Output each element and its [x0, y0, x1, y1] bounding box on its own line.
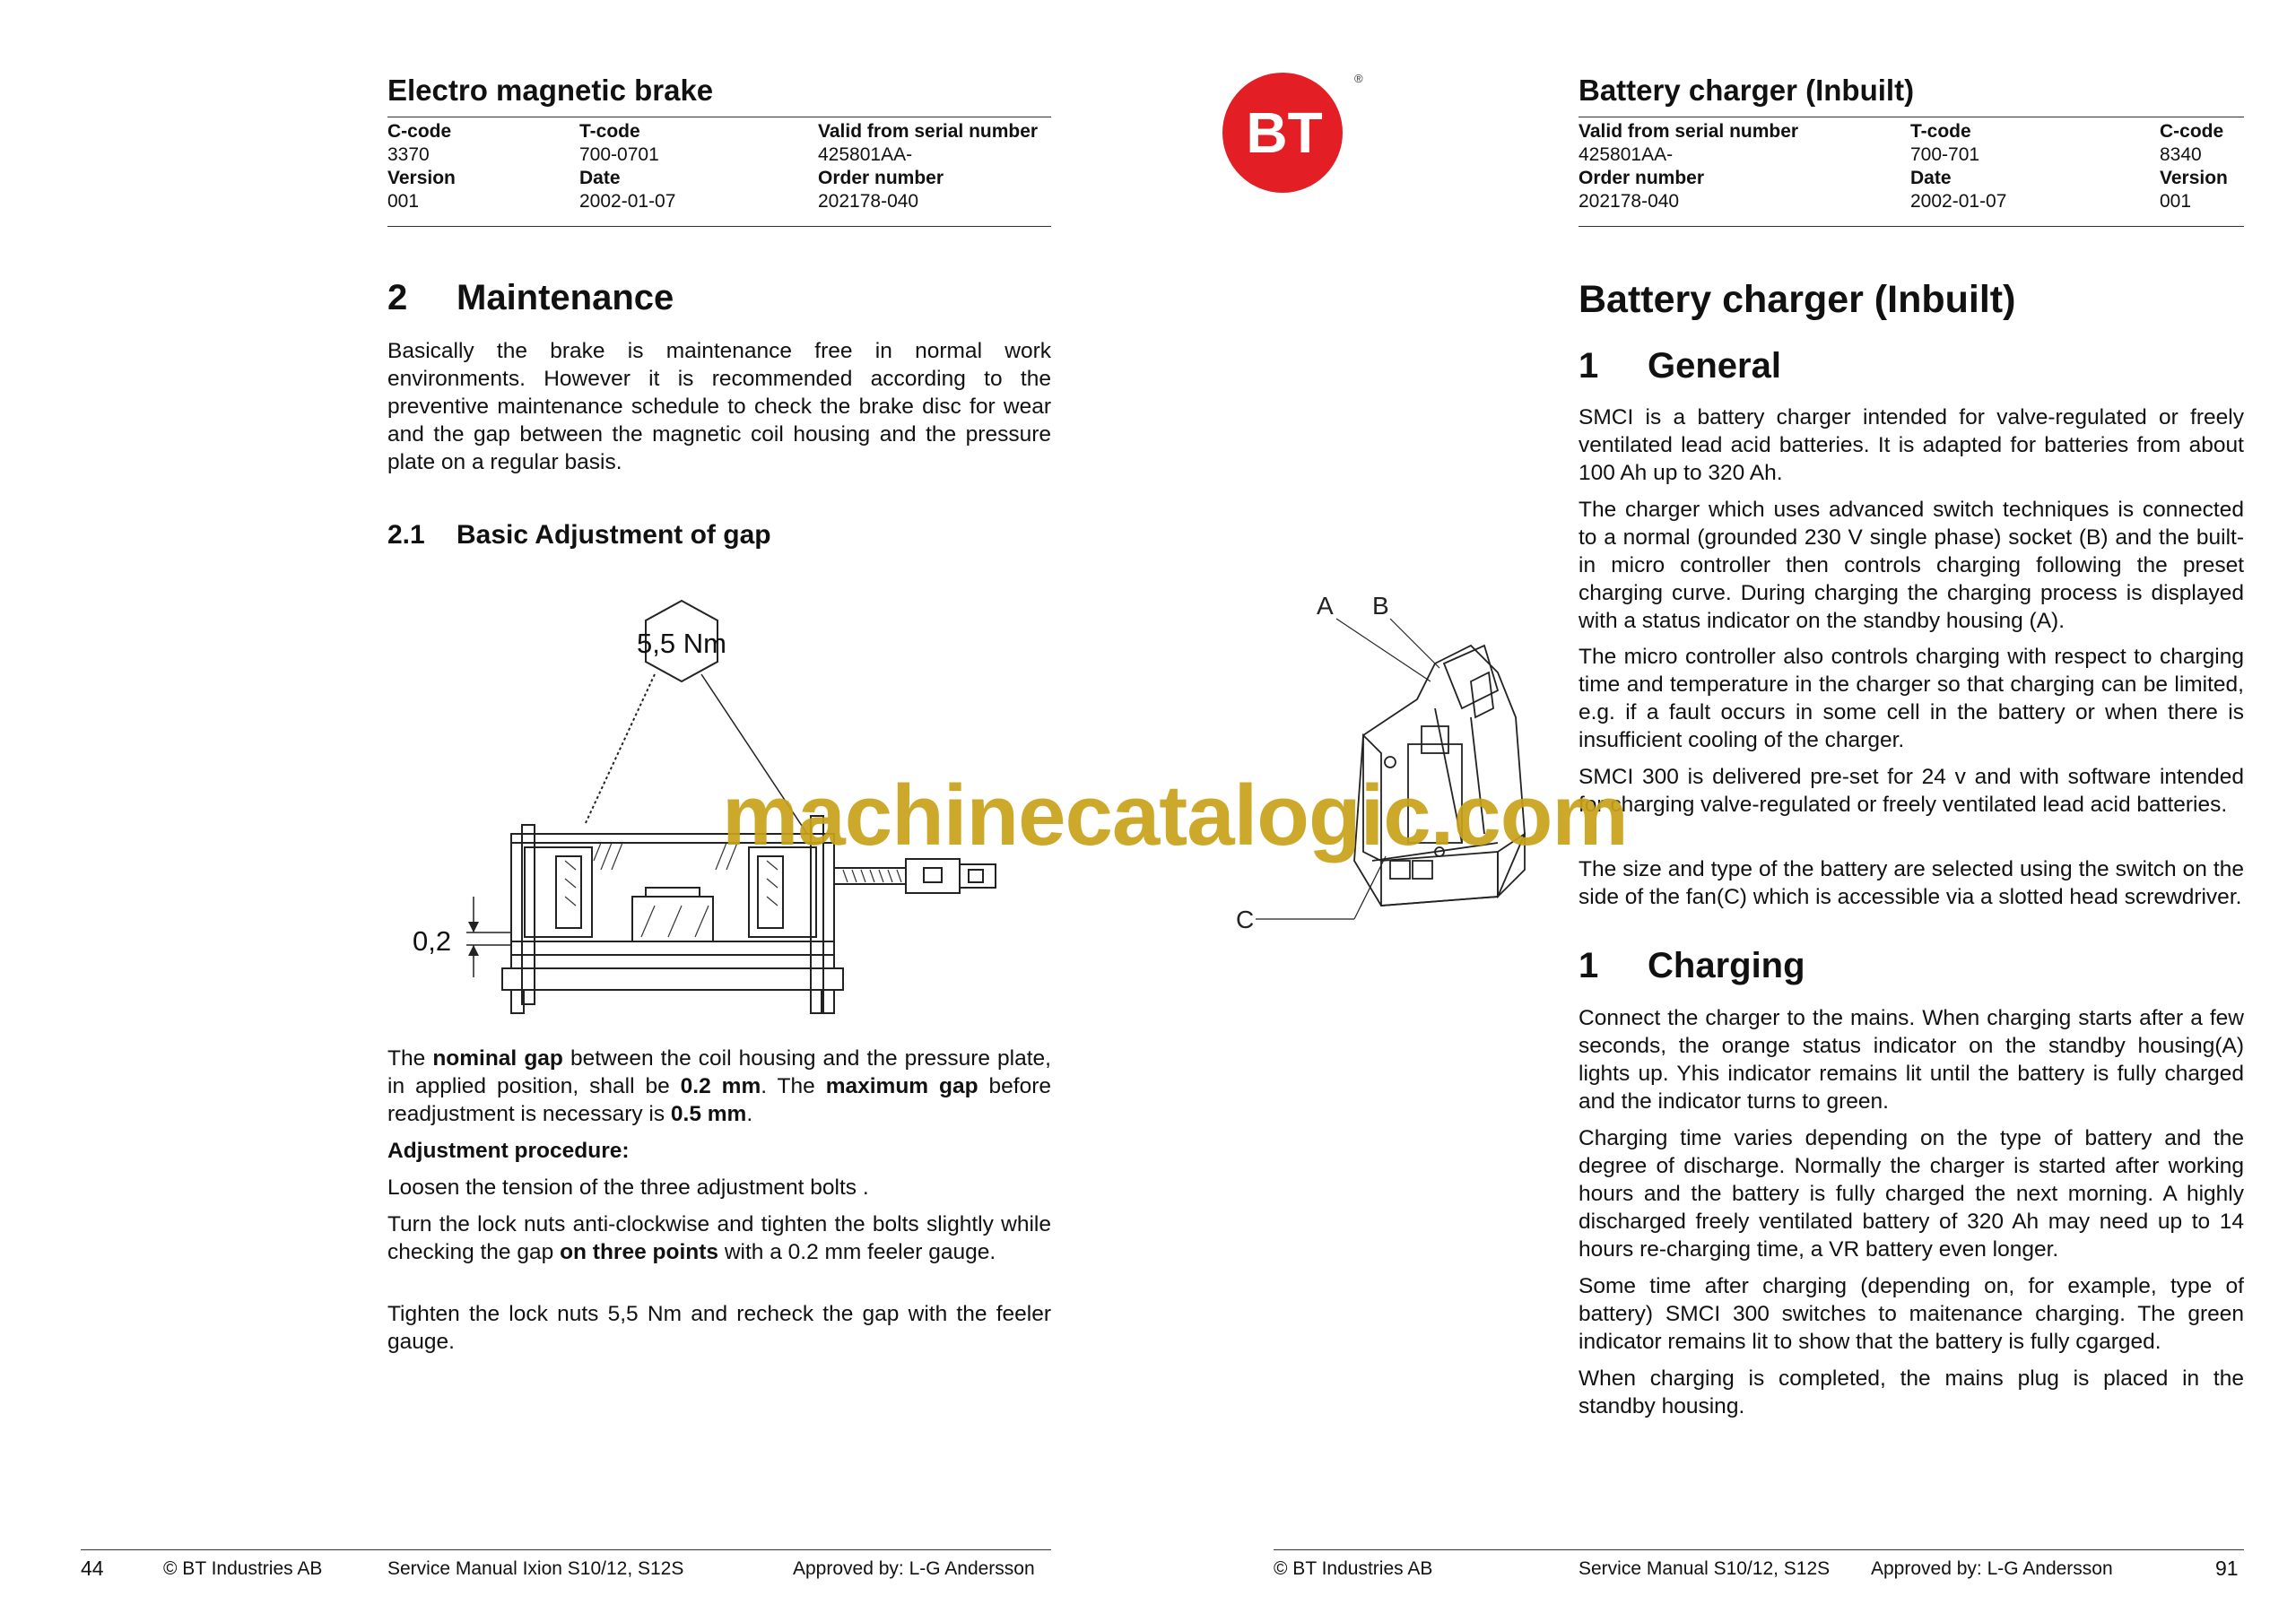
general-heading: [1578, 346, 1781, 386]
left-meta-table: [387, 120, 1051, 213]
right-meta-label-serial: Valid from serial number: [1578, 121, 1799, 142]
right-header-rule-bottom: [1578, 226, 2244, 227]
general-paragraph-1: SMCI is a battery charger intended for valve-regulated or freely ventilated lead acid batteries. It is adapted for batteries from about 100 Ah up to 320 Ah.: [1578, 405, 2244, 485]
right-footer-rule: [1274, 1549, 2244, 1550]
watermark-text: machinecatalogic.com: [722, 768, 1628, 863]
nominal-bold-3: maximum gap: [825, 1074, 978, 1098]
right-footer-manual: Service Manual S10/12, S12S: [1578, 1558, 1831, 1579]
right-meta-date: 2002-01-07: [1910, 191, 2007, 212]
charger-label-a: A: [1317, 592, 1334, 620]
bt-logo: [1220, 70, 1363, 195]
procedure-step-2: [387, 1210, 1051, 1266]
left-section-number: 2: [387, 278, 408, 317]
right-meta-version: 001: [2160, 191, 2192, 212]
step2-bold: on three points: [560, 1240, 719, 1264]
charging-paragraph-3: Some time after charging (depending on, for example, type of battery) SMCI 300 switches to maitenance charging. The green indicator remains lit to show that the battery is fully cgarged.: [1578, 1274, 2244, 1354]
left-meta-label-date: Date: [579, 168, 621, 188]
left-meta-serial: 425801AA-: [818, 144, 913, 165]
charging-paragraph-1: Connect the charger to the mains. When charging starts after a few seconds, the orange status indicator on the standby housing(A) lights up. Yhis indicator remains lit until the battery is fully charged and the indicator turns to green.: [1578, 1006, 2244, 1114]
right-meta-order: 202178-040: [1578, 191, 1680, 212]
left-meta-label-tcode: T-code: [579, 121, 640, 142]
general-title: General: [1648, 346, 1781, 386]
left-footer-approved: Approved by: L-G Andersson: [793, 1558, 1035, 1579]
left-meta-version: 001: [387, 191, 420, 212]
left-meta-order: 202178-040: [818, 191, 919, 212]
general-paragraph-4: SMCI 300 is delivered pre-set for 24 v and with software intended for charging valve-regulated or freely ventilated lead acid batteries.: [1578, 765, 2244, 817]
right-meta-label-order: Order number: [1578, 168, 1705, 188]
right-footer-approved: Approved by: L-G Andersson: [1871, 1558, 2113, 1579]
left-meta-label-version: Version: [387, 168, 456, 188]
general-paragraph-2: The charger which uses advanced switch techniques is connected to a normal (grounded 230 V single phase) socket (B) and the built-in micro controller then controls charging following the preset charging curve. During charging the charging process is displayed with a status indicator on the standby housing (A).: [1578, 498, 2244, 633]
step2-text-1: Turn the lock nuts anti-clockwise and tighten the bolts slightly while checking the gap: [387, 1212, 1051, 1264]
left-subsection-number: 2.1: [387, 520, 425, 550]
right-meta-serial: 425801AA-: [1578, 144, 1674, 165]
left-subsection-heading: [387, 520, 771, 551]
left-footer-rule: [81, 1549, 1051, 1550]
nominal-text-3: . The: [761, 1074, 826, 1098]
charging-number: 1: [1578, 946, 1599, 985]
right-page-number: 91: [2215, 1557, 2239, 1580]
gap-label: 0,2: [413, 925, 452, 957]
left-header-title: Electro magnetic brake: [387, 74, 714, 107]
left-section-heading: [387, 278, 674, 318]
right-meta-ccode: 8340: [2160, 144, 2202, 165]
procedure-step-3: Tighten the lock nuts 5,5 Nm and recheck the gap with the feeler gauge.: [387, 1302, 1051, 1354]
bt-logo-text: BT: [1246, 100, 1323, 165]
left-meta-label-order: Order number: [818, 168, 944, 188]
nominal-bold-2: 0.2 mm: [680, 1074, 761, 1098]
right-meta-table: [1578, 120, 2244, 213]
right-footer-copyright: © BT Industries AB: [1274, 1558, 1433, 1579]
charger-diagram: [1229, 565, 1552, 959]
procedure-heading: Adjustment procedure:: [387, 1139, 630, 1163]
general-number: 1: [1578, 346, 1599, 386]
right-meta-label-version: Version: [2160, 168, 2228, 188]
charging-paragraph-4: When charging is completed, the mains plug is placed in the standby housing.: [1578, 1366, 2244, 1418]
left-meta-tcode: 700-0701: [579, 144, 659, 165]
left-meta-label-serial: Valid from serial number: [818, 121, 1039, 142]
right-meta-label-ccode: C-code: [2160, 121, 2224, 142]
left-footer-manual: Service Manual Ixion S10/12, S12S: [387, 1558, 684, 1579]
charger-label-c: C: [1236, 906, 1255, 933]
right-header-title: Battery charger (Inbuilt): [1578, 74, 1915, 107]
torque-label: 5,5 Nm: [637, 628, 726, 659]
left-page-number: 44: [81, 1557, 104, 1580]
left-intro-paragraph: Basically the brake is maintenance free in normal work environments. However it is recommended according to the preventive maintenance schedule to check the brake disc for wear and the gap between the magnetic coil housing and the pressure plate on a regular basis.: [387, 339, 1051, 474]
charging-paragraph-2: Charging time varies depending on the type of battery and the degree of discharge. Normally the charger is started after working hours and the battery is fully charged the next morning. A highly discharged freely ventilated battery of 320 Ah may need up to 14 hours re-charging time, a VR battery even longer.: [1578, 1126, 2244, 1262]
charger-label-b: B: [1372, 592, 1389, 620]
nominal-text-1: The: [387, 1046, 433, 1071]
left-section-title: Maintenance: [457, 278, 674, 317]
charging-title: Charging: [1648, 946, 1805, 985]
left-meta-ccode: 3370: [387, 144, 430, 165]
left-subsection-title: Basic Adjustment of gap: [457, 520, 771, 550]
left-footer-copyright: © BT Industries AB: [163, 1558, 323, 1579]
step2-text-2: with a 0.2 mm feeler gauge.: [718, 1240, 996, 1264]
nominal-text-2: between the coil housing and the pressure plate, in applied position, shall be: [387, 1046, 1051, 1098]
nominal-gap-paragraph: [387, 1045, 1051, 1128]
charging-heading: [1578, 946, 1805, 986]
general-paragraph-5: The size and type of the battery are selected using the switch on the side of the fan(C) which is accessible via a slotted head screwdriver.: [1578, 857, 2244, 909]
procedure-step-1: Loosen the tension of the three adjustment bolts .: [387, 1175, 869, 1200]
right-meta-tcode: 700-701: [1910, 144, 1980, 165]
right-meta-label-date: Date: [1910, 168, 1952, 188]
left-meta-date: 2002-01-07: [579, 191, 676, 212]
nominal-bold-4: 0.5 mm: [670, 1102, 747, 1126]
nominal-text-4: before readjustment is necessary is: [387, 1074, 1052, 1126]
general-paragraph-3: The micro controller also controls charging with respect to charging time and temperature in the charger so that charging can be limited, e.g. if a fault occurs in some cell in the battery or when there is insufficient cooling of the charger.: [1578, 645, 2244, 752]
nominal-text-5: .: [746, 1102, 753, 1126]
right-page-title: Battery charger (Inbuilt): [1578, 278, 2016, 321]
right-meta-label-tcode: T-code: [1910, 121, 1971, 142]
left-meta-label-ccode: C-code: [387, 121, 452, 142]
registered-mark: ®: [1354, 72, 1363, 85]
nominal-bold-1: nominal gap: [432, 1046, 563, 1071]
left-header-rule-bottom: [387, 226, 1051, 227]
